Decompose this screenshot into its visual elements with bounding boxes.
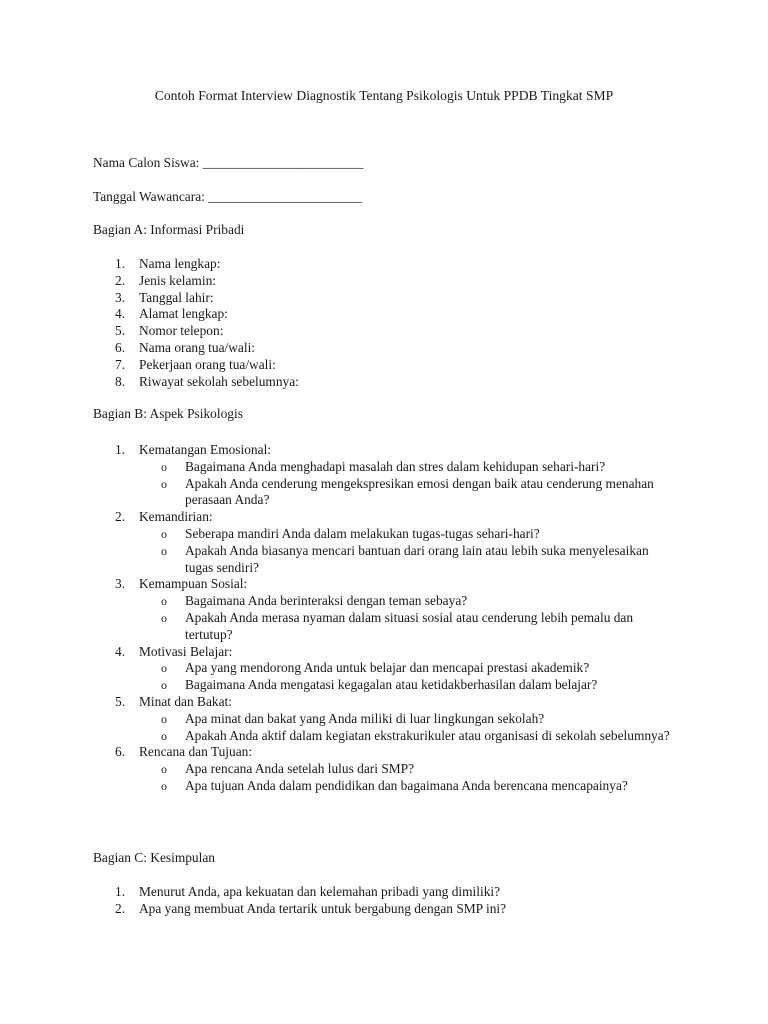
list-item-text: Nomor telepon: (139, 323, 224, 339)
list-item-text: Nama orang tua/wali: (139, 339, 256, 355)
sub-question-text: Apa yang mendorong Anda untuk belajar dan mencapai prestasi akademik? (185, 660, 590, 676)
list-item-heading (93, 694, 693, 711)
sub-question (139, 610, 673, 644)
list-item (93, 576, 693, 643)
list-item-text: Jenis kelamin: (139, 272, 216, 288)
list-number: 5. (115, 693, 126, 709)
sub-question (139, 593, 673, 610)
list-item-text: Tanggal lahir: (139, 289, 214, 305)
list-item-text: Alamat lengkap: (139, 306, 228, 322)
sub-question-list (139, 459, 693, 509)
section-a-heading: Bagian A: Informasi Pribadi (93, 222, 245, 237)
list-item-text: Rencana dan Tujuan: (139, 744, 253, 760)
list-item (93, 323, 693, 340)
list-number: 3. (115, 289, 126, 305)
sub-question (139, 543, 673, 577)
list-item-text: Apa yang membuat Anda tertarik untuk bergabung dengan SMP ini? (139, 900, 507, 916)
list-item-heading (93, 576, 693, 593)
nama-calon-siswa-field (93, 155, 363, 171)
tanggal-wawancara-field (93, 189, 362, 205)
list-item-text: Nama lengkap: (139, 256, 221, 271)
list-number: 4. (115, 643, 126, 659)
list-number: 2. (115, 509, 126, 525)
sub-question-text: Apa rencana Anda setelah lulus dari SMP? (185, 761, 415, 777)
list-item-text: Riwayat sekolah sebelumnya: (139, 373, 299, 389)
sub-question-list (139, 593, 693, 643)
sub-question (139, 711, 673, 728)
bullet-marker: o (161, 778, 167, 793)
section-b-heading: Bagian B: Aspek Psikologis (93, 406, 243, 421)
list-item-text: Kemandirian: (139, 509, 213, 525)
list-number: 8. (115, 373, 126, 389)
sub-question (139, 476, 673, 510)
sub-question-text: Apakah Anda merasa nyaman dalam situasi sosial atau cenderung lebih pemalu dan tertutup? (185, 609, 634, 642)
list-item-text: Kemampuan Sosial: (139, 576, 248, 592)
list-number: 1. (115, 884, 126, 899)
list-item (93, 256, 693, 273)
list-item (93, 290, 693, 307)
section-c-list (93, 884, 693, 918)
sub-question-text: Apakah Anda cenderung mengekspresikan emosi dengan baik atau cenderung menahan perasaan Anda? (185, 475, 654, 508)
sub-question-text: Bagaimana Anda menghadapi masalah dan stres dalam kehidupan sehari-hari? (185, 458, 606, 474)
list-number: 1. (115, 256, 126, 271)
sub-question (139, 459, 673, 476)
sub-question (139, 526, 673, 543)
bullet-marker: o (161, 728, 167, 743)
bullet-marker: o (161, 526, 167, 541)
list-item (93, 884, 693, 901)
list-item (93, 744, 693, 794)
sub-question-text: Bagaimana Anda mengatasi kegagalan atau ketidakberhasilan dalam belajar? (185, 677, 598, 693)
bullet-marker: o (161, 762, 167, 777)
sub-question-list (139, 526, 693, 576)
nama-calon-siswa-label: Nama Calon Siswa: (93, 155, 200, 170)
list-number: 4. (115, 306, 126, 322)
list-item-text: Pekerjaan orang tua/wali: (139, 356, 276, 372)
bullet-marker: o (161, 594, 167, 609)
sub-question-list (139, 761, 693, 795)
sub-question-text: Apakah Anda biasanya mencari bantuan dari orang lain atau lebih suka menyelesaikan tugas sendiri? (185, 542, 649, 575)
sub-question-text: Apa minat dan bakat yang Anda miliki di luar lingkungan sekolah? (185, 710, 545, 726)
section-a-list (93, 256, 693, 390)
bullet-marker: o (161, 543, 167, 558)
list-item-heading (93, 744, 693, 761)
bullet-marker: o (161, 678, 167, 693)
nama-calon-siswa-blank: ________________________ (202, 155, 364, 170)
list-number: 6. (115, 339, 126, 355)
list-item-text: Minat dan Bakat: (139, 693, 232, 709)
sub-question (139, 728, 673, 745)
bullet-marker: o (161, 610, 167, 625)
bullet-marker: o (161, 661, 167, 676)
sub-question-text: Bagaimana Anda berinteraksi dengan teman sebaya? (185, 593, 468, 609)
sub-question-text: Apa tujuan Anda dalam pendidikan dan bagaimana Anda berencana mencapainya? (185, 777, 628, 793)
list-item-heading (93, 442, 693, 459)
list-item (93, 644, 693, 694)
sub-question-list (139, 711, 693, 745)
sub-question-text: Apakah Anda aktif dalam kegiatan ekstrakurikuler atau organisasi di sekolah sebelumnya? (185, 727, 670, 743)
list-number: 6. (115, 744, 126, 760)
list-item (93, 374, 693, 391)
list-item-text: Kematangan Emosional: (139, 442, 272, 457)
tanggal-wawancara-blank: _______________________ (208, 189, 363, 204)
section-c-heading: Bagian C: Kesimpulan (93, 850, 215, 865)
list-item (93, 306, 693, 323)
sub-question-list (139, 660, 693, 694)
list-number: 1. (115, 442, 126, 457)
list-item (93, 357, 693, 374)
document-title: Contoh Format Interview Diagnostik Tentang Psikologis Untuk PPDB Tingkat SMP (154, 88, 614, 103)
sub-question (139, 778, 673, 795)
bullet-marker: o (161, 476, 167, 491)
list-item (93, 509, 693, 576)
list-item (93, 901, 693, 918)
list-number: 2. (115, 900, 126, 916)
sub-question-text: Seberapa mandiri Anda dalam melakukan tugas-tugas sehari-hari? (185, 525, 540, 541)
tanggal-wawancara-label: Tanggal Wawancara: (93, 189, 205, 204)
list-item-text: Motivasi Belajar: (139, 643, 233, 659)
list-item-heading (93, 644, 693, 661)
list-item (93, 273, 693, 290)
bullet-marker: o (161, 459, 167, 474)
list-item (93, 442, 693, 509)
list-number: 5. (115, 323, 126, 339)
list-item (93, 694, 693, 744)
list-number: 2. (115, 272, 126, 288)
list-number: 7. (115, 356, 126, 372)
list-item-text: Menurut Anda, apa kekuatan dan kelemahan pribadi yang dimiliki? (139, 884, 501, 899)
bullet-marker: o (161, 711, 167, 726)
sub-question (139, 761, 673, 778)
sub-question (139, 660, 673, 677)
list-number: 3. (115, 576, 126, 592)
list-item (93, 340, 693, 357)
list-item-heading (93, 509, 693, 526)
section-b-list (93, 442, 693, 795)
sub-question (139, 677, 673, 694)
